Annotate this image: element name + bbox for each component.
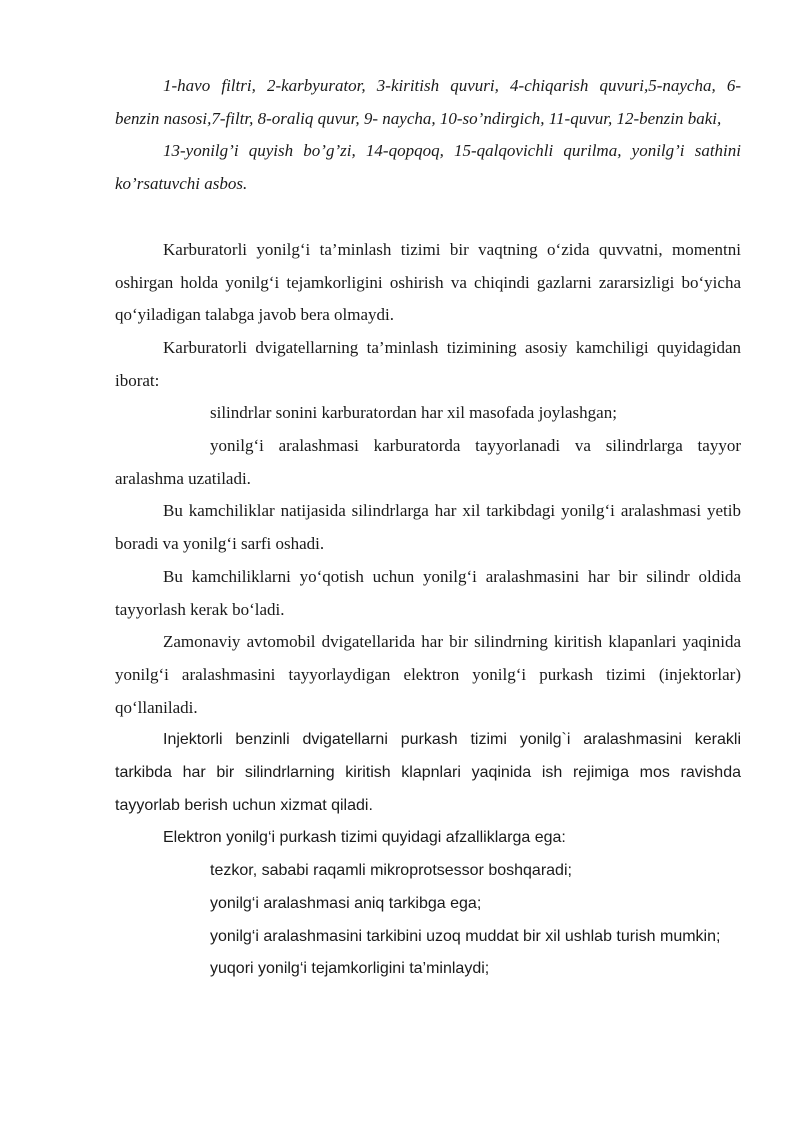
list-item-exact-composition: yonilg‘i aralashmasi aniq tarkibga ega; [210,894,482,912]
list-item-fuel-economy: yuqori yonilg‘i tejamkorligini ta’minlaydi; [210,960,490,978]
paragraph-injector-purpose: Injektorli benzinli dvigatellarni purkash tizimi yonilg`i aralashmasini kerakli tarkibda har bir silindrlarning kiritish klapnlari yaqinida ish rejimiga mos ravishda tayyorlab berish uchun xizmat qiladi. [115,731,741,814]
paragraph-solution: Bu kamchiliklarni yo‘qotish uchun yonilg‘i aralashmasini har bir silindr oldida tayyorlash kerak bo‘ladi. [115,566,741,619]
paragraph-advantages-intro: Elektron yonilg‘i purkash tizimi quyidagi afzalliklarga ega: [163,829,566,847]
document-page [115,70,741,986]
list-item-mixture-prepared: yonilg‘i aralashmasi karburatorda tayyorlanadi va silindrlarga tayyor aralashma uzatiladi. [115,436,741,488]
paragraph-spacer [115,201,741,234]
figure-caption-line-1: 1-havo filtri, 2-karbyurator, 3-kiritish quvuri, 4-chiqarish quvuri,5-naycha, 6- benzin nasosi,7-filtr, 8-oraliq quvur, 9- naycha, 10-so’ndirgich, 11-quvur, 12-benzin baki, [115,76,741,128]
list-item-fast-microprocessor: tezkor, sababi raqamli mikroprotsessor boshqaradi; [210,862,572,880]
paragraph-main-drawback: Karburatorli dvigatellarning ta’minlash tizimining asosiy kamchiligi quyidagidan iborat: [115,337,741,390]
paragraph-consequence: Bu kamchiliklar natijasida silindrlarga har xil tarkibdagi yonilg‘i aralashmasi yetib boradi va yonilg‘i sarfi oshadi. [115,501,741,554]
list-item-stable-composition: yonilg‘i aralashmasini tarkibini uzoq muddat bir xil ushlab turish mumkin; [210,927,721,945]
list-item-cylinder-distance: silindrlar sonini karburatordan har xil masofada joylashgan; [210,403,617,423]
paragraph-carburetor-limitations: Karburatorli yonilg‘i ta’minlash tizimi bir vaqtning o‘zida quvvatni, momentni oshirgan holda yonilg‘i tejamkorligini oshirish va chiqindi gazlarni zararsizligi bo‘yicha qo‘yiladigan talabga javob bera olmaydi. [115,239,741,325]
paragraph-modern-injection: Zamonaviy avtomobil dvigatellarida har bir silindrning kiritish klapanlari yaqinida yonilg‘i aralashmasini tayyorlaydigan elektron yonilg‘i purkash tizimi (injektorlar) qo‘llaniladi. [115,632,741,717]
figure-caption-line-2: 13-yonilg’i quyish bo’g’zi, 14-qopqoq, 15-qalqovichli qurilma, yonilg’i sathini ko’rsatuvchi asbos. [115,141,741,194]
